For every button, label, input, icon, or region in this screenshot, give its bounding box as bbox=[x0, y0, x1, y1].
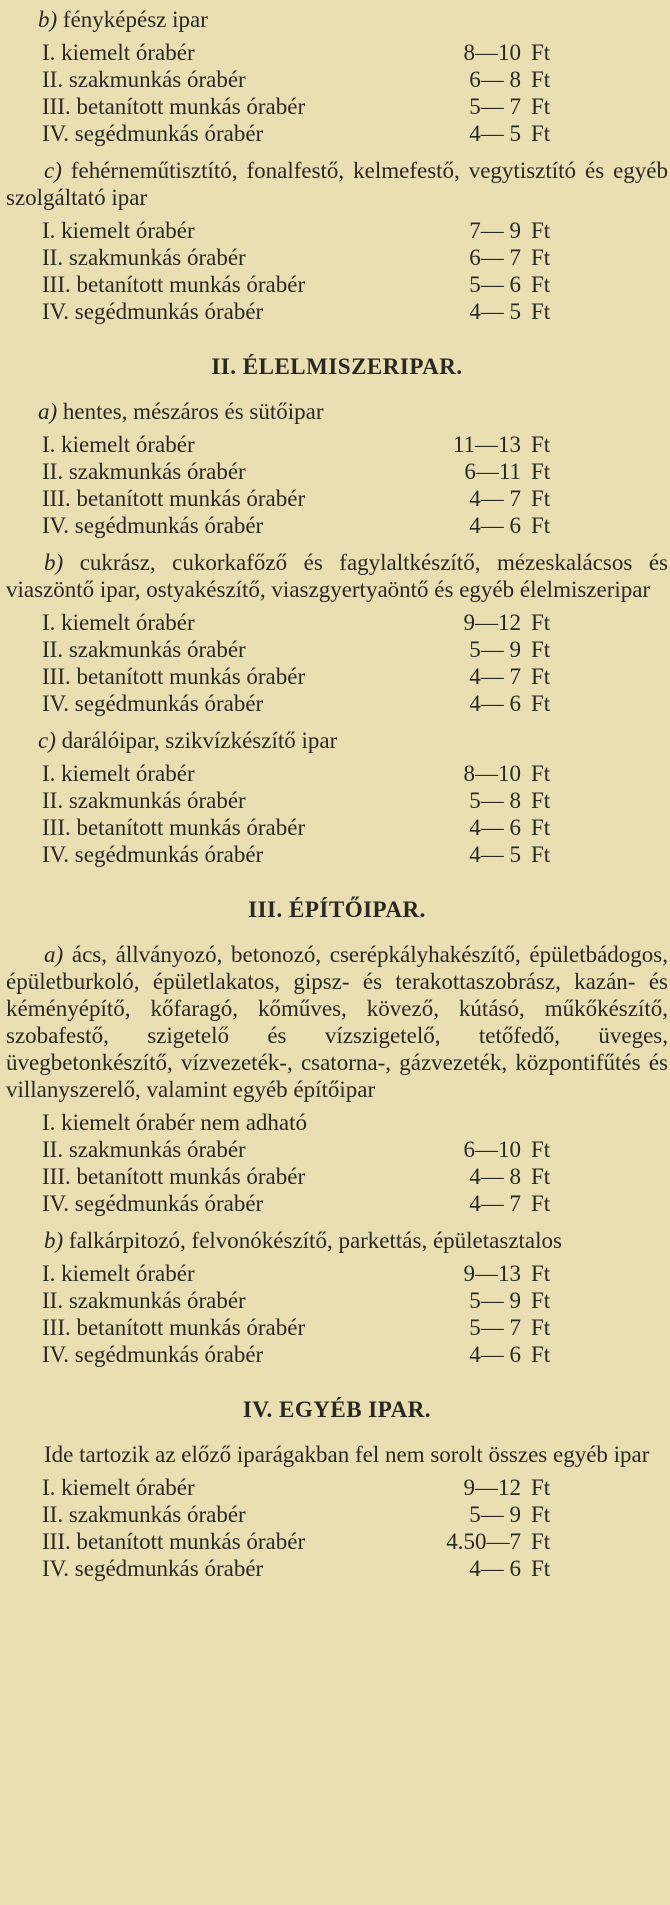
wage-label: III. betanított munkás órabér bbox=[42, 1529, 306, 1554]
wage-label: II. szakmunkás órabér bbox=[42, 459, 246, 484]
wage-row bbox=[6, 217, 668, 244]
wage-unit: Ft bbox=[531, 1556, 551, 1581]
heading-construction: III. ÉPÍTŐIPAR. bbox=[248, 897, 426, 922]
heading-other-industry: IV. EGYÉB IPAR. bbox=[242, 1397, 432, 1422]
wage-table bbox=[6, 1109, 668, 1217]
wage-row bbox=[6, 66, 668, 93]
wage-row bbox=[6, 1287, 668, 1314]
section-title bbox=[6, 549, 668, 603]
section-letter: b) bbox=[44, 1228, 64, 1253]
wage-range: 4— 5 bbox=[469, 842, 521, 867]
wage-range: 4— 5 bbox=[469, 299, 521, 324]
wage-range: 6—10 bbox=[463, 1137, 521, 1162]
wage-label: II. szakmunkás órabér bbox=[42, 788, 246, 813]
wage-table bbox=[6, 609, 668, 717]
wage-range: 5— 6 bbox=[469, 272, 521, 297]
wage-label: IV. segédmunkás órabér bbox=[42, 1191, 264, 1216]
wage-unit: Ft bbox=[531, 272, 551, 297]
wage-label: II. szakmunkás órabér bbox=[42, 1137, 246, 1162]
wage-unit: Ft bbox=[531, 1502, 551, 1527]
wage-range: 8—10 bbox=[463, 761, 521, 786]
wage-label: I. kiemelt órabér bbox=[42, 40, 195, 65]
wage-range: 5— 7 bbox=[469, 1315, 521, 1340]
wage-label: II. szakmunkás órabér bbox=[42, 637, 246, 662]
wage-unit: Ft bbox=[531, 245, 551, 270]
wage-unit: Ft bbox=[531, 40, 551, 65]
section-letter: a) bbox=[44, 942, 64, 967]
wage-range: 9—12 bbox=[463, 610, 521, 635]
wage-row bbox=[6, 841, 668, 868]
wage-unit: Ft bbox=[531, 1529, 551, 1554]
wage-range: 4— 5 bbox=[469, 121, 521, 146]
section-title bbox=[6, 157, 668, 211]
wage-table bbox=[6, 1474, 668, 1582]
wage-label: IV. segédmunkás órabér bbox=[42, 299, 264, 324]
section-title-text: darálóipar, szikvízkészítő ipar bbox=[61, 728, 338, 753]
section-laundry bbox=[6, 157, 668, 325]
section-mill bbox=[6, 727, 668, 868]
wage-unit: Ft bbox=[531, 94, 551, 119]
wage-row bbox=[6, 1501, 668, 1528]
wage-range: 4— 6 bbox=[469, 815, 521, 840]
wage-table bbox=[6, 431, 668, 539]
wage-table bbox=[6, 217, 668, 325]
section-title-text: ács, állványozó, betonozó, cserépkályhakészítő, épületbádogos, épületburkoló, épületlakatos, gipsz- és terakottaszobrász, kazán- és kéményépítő, kőfaragó, kőműves, kövező, kútásó, műkőkészítő, szobafestő, szigetelő és vízszigetelő, tetőfedő, üveges, üvegbetonkészítő, vízvezeték-, csatorna-, gázvezeték, központifűtés és villanyszerelő, valamint egyéb építőipar bbox=[6, 942, 668, 1102]
section-title-text: fehérneműtisztító, fonalfestő, kelmefestő, vegytisztító és egyéb szolgáltató ipar bbox=[6, 158, 669, 210]
wage-unit: Ft bbox=[531, 513, 551, 538]
wage-unit bbox=[531, 1109, 571, 1136]
wage-label: II. szakmunkás órabér bbox=[42, 1502, 246, 1527]
heading-food-industry: II. ÉLELMISZERIPAR. bbox=[211, 354, 463, 379]
wage-range: 6— 7 bbox=[469, 245, 521, 270]
wage-unit: Ft bbox=[531, 1164, 551, 1189]
wage-row bbox=[6, 458, 668, 485]
wage-unit: Ft bbox=[531, 1342, 551, 1367]
wage-label: III. betanított munkás órabér bbox=[42, 486, 306, 511]
wage-range: 4— 6 bbox=[469, 691, 521, 716]
section-title bbox=[6, 6, 668, 33]
wage-label: III. betanított munkás órabér bbox=[42, 94, 306, 119]
section-title-text: fényképész ipar bbox=[62, 7, 208, 32]
wage-row bbox=[6, 485, 668, 512]
wage-range: 5— 9 bbox=[469, 1288, 521, 1313]
wage-range: 7— 9 bbox=[469, 218, 521, 243]
section-builders bbox=[6, 941, 668, 1217]
wage-label: I. kiemelt órabér bbox=[42, 1261, 195, 1286]
section-letter: b) bbox=[38, 7, 58, 32]
wage-range: 4— 6 bbox=[469, 513, 521, 538]
wage-row bbox=[6, 120, 668, 147]
wage-range: 8—10 bbox=[463, 40, 521, 65]
wage-row bbox=[6, 244, 668, 271]
section-other bbox=[6, 1441, 668, 1582]
wage-range: 6—11 bbox=[464, 459, 521, 484]
section-title bbox=[6, 398, 668, 425]
wage-range: 6— 8 bbox=[469, 67, 521, 92]
wage-table bbox=[6, 760, 668, 868]
wage-label: IV. segédmunkás órabér bbox=[42, 1342, 264, 1367]
wage-row bbox=[6, 271, 668, 298]
section-title bbox=[6, 727, 668, 754]
wage-label: III. betanított munkás órabér bbox=[42, 272, 306, 297]
section-title bbox=[6, 941, 668, 1103]
wage-row bbox=[6, 39, 668, 66]
section-photographer bbox=[6, 6, 668, 147]
section-letter: c) bbox=[38, 728, 56, 753]
wage-row bbox=[6, 1555, 668, 1582]
wage-label: III. betanított munkás órabér bbox=[42, 1315, 306, 1340]
wage-unit: Ft bbox=[531, 1191, 551, 1216]
wage-range: 4— 7 bbox=[469, 1191, 521, 1216]
wage-unit: Ft bbox=[531, 121, 551, 146]
wage-row bbox=[6, 512, 668, 539]
wage-row bbox=[6, 814, 668, 841]
wage-label: I. kiemelt órabér nem adható bbox=[42, 1110, 308, 1135]
document-page bbox=[6, 6, 668, 1592]
section-letter: c) bbox=[44, 158, 62, 183]
section-confectioner bbox=[6, 549, 668, 717]
wage-unit: Ft bbox=[531, 299, 551, 324]
wage-unit: Ft bbox=[531, 637, 551, 662]
wage-range: 11—13 bbox=[452, 432, 521, 457]
section-butcher bbox=[6, 398, 668, 539]
wage-label: I. kiemelt órabér bbox=[42, 761, 195, 786]
wage-unit: Ft bbox=[531, 664, 551, 689]
wage-row bbox=[6, 298, 668, 325]
wage-row bbox=[6, 1341, 668, 1368]
wage-table bbox=[6, 39, 668, 147]
wage-row bbox=[6, 1190, 668, 1217]
wage-range: 5— 9 bbox=[469, 637, 521, 662]
wage-row bbox=[6, 1474, 668, 1501]
section-title-text: cukrász, cukorkafőző és fagylaltkészítő, mézeskalácsos és viaszöntő ipar, ostyakészítő, viaszgyertyaöntő és egyéb élelmiszeripar bbox=[6, 550, 669, 602]
wage-range: 9—12 bbox=[463, 1475, 521, 1500]
wage-label: III. betanított munkás órabér bbox=[42, 1164, 306, 1189]
wage-unit: Ft bbox=[531, 815, 551, 840]
wage-row bbox=[6, 663, 668, 690]
wage-range: 4— 7 bbox=[469, 664, 521, 689]
wage-label: II. szakmunkás órabér bbox=[42, 245, 246, 270]
wage-unit: Ft bbox=[531, 1137, 551, 1162]
wage-unit: Ft bbox=[531, 1315, 551, 1340]
section-intro: Ide tartozik az előző iparágakban fel nem sorolt összes egyéb ipar bbox=[44, 1442, 650, 1467]
wage-unit: Ft bbox=[531, 1475, 551, 1500]
wage-unit: Ft bbox=[531, 842, 551, 867]
wage-row bbox=[6, 1314, 668, 1341]
wage-row bbox=[6, 609, 668, 636]
section-letter: a) bbox=[38, 399, 58, 424]
wage-label: I. kiemelt órabér bbox=[42, 610, 195, 635]
wage-range: 5— 9 bbox=[469, 1502, 521, 1527]
wage-label: IV. segédmunkás órabér bbox=[42, 691, 264, 716]
wage-label: II. szakmunkás órabér bbox=[42, 67, 246, 92]
wage-unit: Ft bbox=[531, 459, 551, 484]
wage-label: IV. segédmunkás órabér bbox=[42, 121, 264, 146]
wage-label: IV. segédmunkás órabér bbox=[42, 842, 264, 867]
wage-row bbox=[6, 93, 668, 120]
wage-range: 4.50—7 bbox=[446, 1529, 521, 1554]
wage-row bbox=[6, 1260, 668, 1287]
wage-row bbox=[6, 690, 668, 717]
wage-unit: Ft bbox=[531, 761, 551, 786]
wage-unit: Ft bbox=[531, 432, 551, 457]
section-title-text: hentes, mészáros és sütőipar bbox=[62, 399, 324, 424]
wage-unit: Ft bbox=[531, 691, 551, 716]
wage-row bbox=[6, 431, 668, 458]
wage-row bbox=[6, 760, 668, 787]
wage-range: 9—13 bbox=[463, 1261, 521, 1286]
wage-row bbox=[6, 1136, 668, 1163]
wage-unit: Ft bbox=[531, 486, 551, 511]
wage-range bbox=[431, 1109, 531, 1136]
wage-range: 4— 7 bbox=[469, 486, 521, 511]
wage-label: I. kiemelt órabér bbox=[42, 432, 195, 457]
wage-label: III. betanított munkás órabér bbox=[42, 815, 306, 840]
wage-label: I. kiemelt órabér bbox=[42, 1475, 195, 1500]
wage-label: I. kiemelt órabér bbox=[42, 218, 195, 243]
wage-table bbox=[6, 1260, 668, 1368]
wage-range: 4— 8 bbox=[469, 1164, 521, 1189]
wage-row bbox=[6, 787, 668, 814]
wage-range: 5— 8 bbox=[469, 788, 521, 813]
section-upholsterer bbox=[6, 1227, 668, 1368]
wage-row bbox=[6, 1163, 668, 1190]
section-title bbox=[6, 1227, 668, 1254]
wage-range: 5— 7 bbox=[469, 94, 521, 119]
wage-range: 4— 6 bbox=[469, 1342, 521, 1367]
wage-unit: Ft bbox=[531, 1288, 551, 1313]
wage-label: IV. segédmunkás órabér bbox=[42, 1556, 264, 1581]
wage-label: IV. segédmunkás órabér bbox=[42, 513, 264, 538]
wage-unit: Ft bbox=[531, 610, 551, 635]
section-letter: b) bbox=[44, 550, 64, 575]
wage-row bbox=[6, 1528, 668, 1555]
wage-row bbox=[6, 1109, 668, 1136]
wage-label: II. szakmunkás órabér bbox=[42, 1288, 246, 1313]
section-title-text: falkárpitozó, felvonókészítő, parkettás, épületasztalos bbox=[68, 1228, 562, 1253]
wage-unit: Ft bbox=[531, 1261, 551, 1286]
wage-range: 4— 6 bbox=[469, 1556, 521, 1581]
wage-unit: Ft bbox=[531, 788, 551, 813]
wage-label: III. betanított munkás órabér bbox=[42, 664, 306, 689]
wage-unit: Ft bbox=[531, 67, 551, 92]
wage-row bbox=[6, 636, 668, 663]
wage-unit: Ft bbox=[531, 218, 551, 243]
